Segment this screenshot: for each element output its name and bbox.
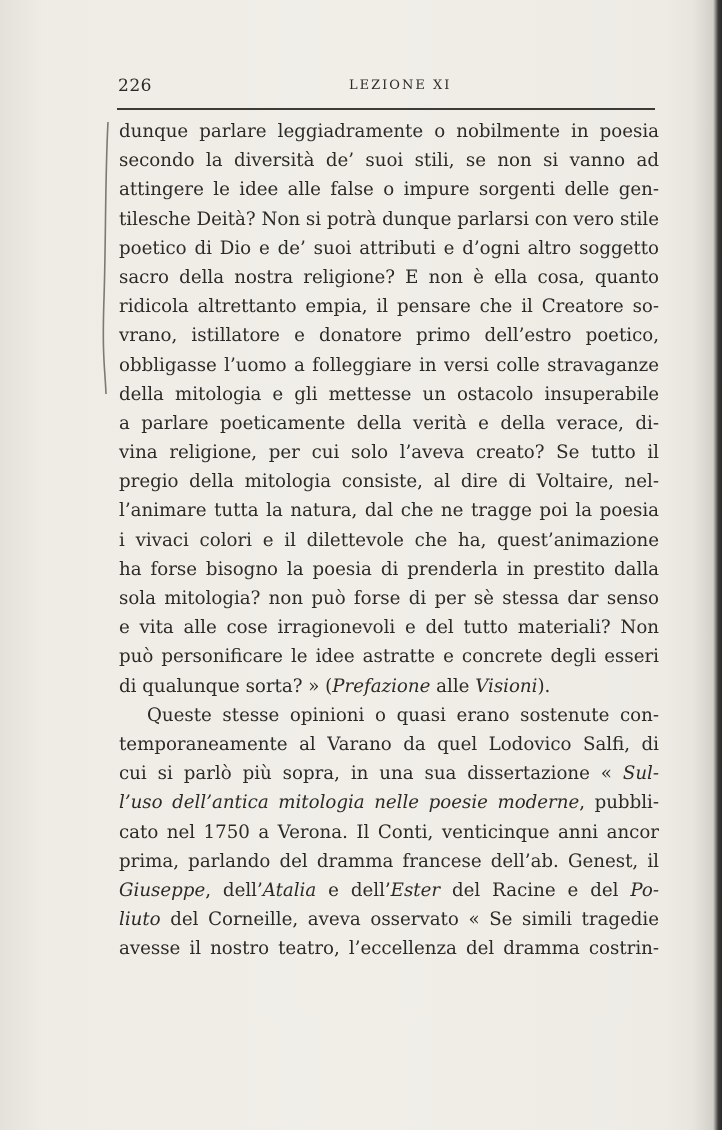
page-header <box>117 76 657 98</box>
text-line: ridicola altrettanto empia, il pensare che il Creatore so- <box>119 296 659 318</box>
text-line: i vivaci colori e il dilettevole che ha, quest’animazione <box>119 529 659 551</box>
text-line: cato nel 1750 a Verona. Il Conti, venticinque anni ancor <box>119 821 659 843</box>
text-line: della mitologia e gli mettesse un ostacolo insuperabile <box>119 383 659 405</box>
text-line: l’uso dell’antica mitologia nelle poesie moderne, pubbli- <box>119 792 659 814</box>
page-gutter-shadow <box>693 0 713 1130</box>
text-line: l’animare tutta la natura, dal che ne tragge poi la poesia <box>119 500 659 522</box>
margin-pencil-mark <box>100 118 110 398</box>
text-line: prima, parlando del dramma francese dell’ab. Genest, il <box>119 850 659 872</box>
text-line: sacro della nostra religione? E non è ella cosa, quanto <box>119 266 659 288</box>
text-line: Queste stesse opinioni o quasi erano sostenute con- <box>147 704 659 726</box>
page-number: 226 <box>118 76 152 96</box>
text-line: vrano, istillatore e donatore primo dell’estro poetico, <box>119 325 659 347</box>
text-line: obbligasse l’uomo a folleggiare in versi colle stravaganze <box>119 354 659 376</box>
text-line: di qualunque sorta? » (Prefazione alle Visioni). <box>119 675 551 697</box>
text-line: a parlare poeticamente della verità e della verace, di- <box>119 412 659 434</box>
text-line: poetico di Dio e de’ suoi attributi e d’ogni altro soggetto <box>119 237 659 259</box>
text-line: sola mitologia? non può forse di per sè stessa dar senso <box>119 588 659 609</box>
page-binding-edge <box>713 0 722 1130</box>
text-line: può personificare le idee astratte e concrete degli esseri <box>119 646 659 668</box>
text-line: secondo la diversità de’ suoi stili, se non si vanno ad <box>119 150 659 172</box>
text-line: vina religione, per cui solo l’aveva creato? Se tutto il <box>119 442 659 464</box>
text-line: avesse il nostro teatro, l’eccellenza del dramma costrin- <box>119 938 659 960</box>
text-line: attingere le idee alle false o impure sorgenti delle gen- <box>119 179 659 201</box>
text-line: tilesche Deità? Non si potrà dunque parlarsi con vero stile <box>119 208 659 230</box>
body-text <box>119 117 659 963</box>
text-line: cui si parlò più sopra, in una sua dissertazione « Sul- <box>119 763 659 785</box>
text-line: liuto del Corneille, aveva osservato « Se simili tragedie <box>119 909 659 931</box>
running-title: LEZIONE XI <box>349 78 452 93</box>
header-rule <box>117 108 655 110</box>
text-line: dunque parlare leggiadramente o nobilmente in poesia <box>119 121 659 142</box>
text-line: ha forse bisogno la poesia di prenderla in prestito dalla <box>119 558 659 580</box>
text-line: pregio della mitologia consiste, al dire di Voltaire, nel- <box>119 471 659 493</box>
text-line: Giuseppe, dell’Atalia e dell’Ester del Racine e del Po- <box>119 879 659 901</box>
text-line: temporaneamente al Varano da quel Lodovico Salfi, di <box>119 733 659 755</box>
text-line: e vita alle cose irragionevoli e del tutto materiali? Non <box>119 617 659 639</box>
